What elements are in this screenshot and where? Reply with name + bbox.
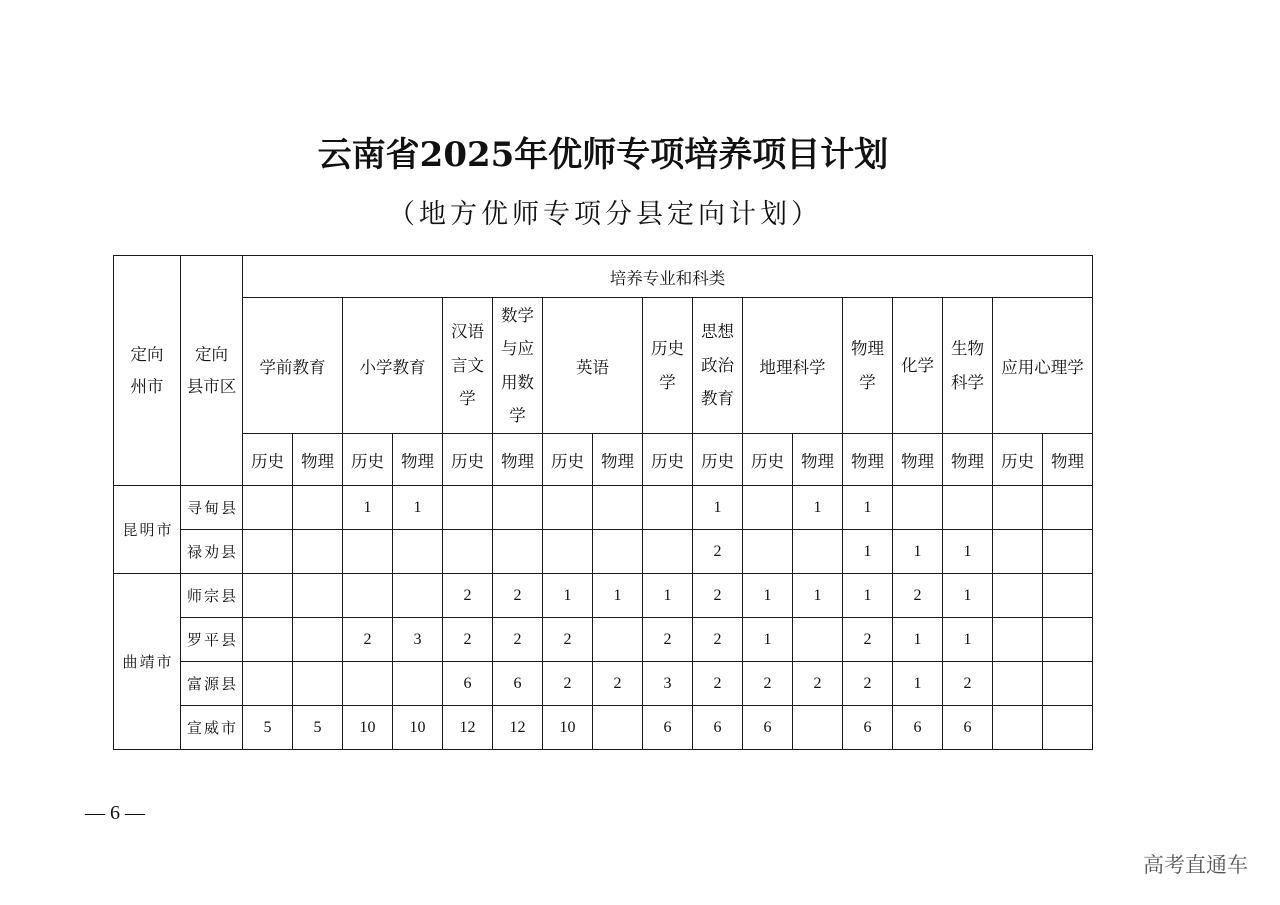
plan-table	[113, 255, 1093, 750]
track-header: 物理	[593, 434, 643, 486]
header-row-tracks	[114, 434, 1093, 486]
quota-cell: 1	[793, 486, 843, 530]
table-row	[114, 486, 1093, 530]
quota-cell: 12	[493, 706, 543, 750]
quota-cell	[743, 486, 793, 530]
table-row	[114, 574, 1093, 618]
quota-cell	[793, 706, 843, 750]
page-title: 云南省2025年优师专项培养项目计划	[317, 135, 889, 175]
track-header: 物理	[943, 434, 993, 486]
quota-cell	[1043, 618, 1093, 662]
major-header	[343, 298, 443, 434]
quota-cell	[343, 574, 393, 618]
major-header	[893, 298, 943, 434]
major-name: 英语	[576, 357, 609, 377]
quota-cell	[393, 530, 443, 574]
table-row	[114, 618, 1093, 662]
quota-cell: 5	[293, 706, 343, 750]
quota-cell: 1	[693, 486, 743, 530]
quota-cell	[393, 574, 443, 618]
header-line: 定向	[130, 344, 164, 364]
county-cell: 宣威市	[181, 706, 243, 750]
plan-table-head	[114, 256, 1093, 486]
header-prefecture	[114, 256, 181, 486]
page-subtitle: （地方优师专项分县定向计划）	[388, 199, 822, 230]
major-name: 应用心理学	[1001, 357, 1084, 377]
track-header: 历史	[693, 434, 743, 486]
quota-cell: 2	[693, 618, 743, 662]
major-header	[543, 298, 643, 434]
county-cell: 罗平县	[181, 618, 243, 662]
major-name: 生物科学	[950, 339, 984, 392]
major-header	[243, 298, 343, 434]
track-header: 历史	[993, 434, 1043, 486]
quota-cell: 2	[343, 618, 393, 662]
quota-cell	[593, 618, 643, 662]
quota-cell: 2	[693, 530, 743, 574]
quota-cell: 2	[893, 574, 943, 618]
quota-cell	[943, 486, 993, 530]
quota-cell: 1	[843, 530, 893, 574]
quota-cell: 2	[493, 618, 543, 662]
page-number: — 6 —	[85, 802, 145, 824]
quota-cell: 6	[643, 706, 693, 750]
major-header	[493, 298, 543, 434]
quota-cell	[993, 574, 1043, 618]
major-name: 小学教育	[359, 357, 426, 377]
prefecture-cell: 昆明市	[114, 486, 181, 574]
quota-cell	[493, 486, 543, 530]
quota-cell	[293, 618, 343, 662]
quota-cell	[543, 530, 593, 574]
major-name: 汉语言文学	[450, 322, 484, 409]
quota-cell	[1043, 530, 1093, 574]
county-cell: 寻甸县	[181, 486, 243, 530]
quota-cell	[1043, 486, 1093, 530]
quota-cell	[993, 706, 1043, 750]
quota-cell	[993, 486, 1043, 530]
quota-cell	[793, 530, 843, 574]
quota-cell	[743, 530, 793, 574]
quota-cell: 2	[443, 618, 493, 662]
quota-cell: 2	[843, 662, 893, 706]
quota-cell: 2	[943, 662, 993, 706]
quota-cell	[243, 618, 293, 662]
prefecture-cell: 曲靖市	[114, 574, 181, 750]
track-header: 物理	[393, 434, 443, 486]
quota-cell	[243, 486, 293, 530]
quota-cell	[643, 530, 693, 574]
county-cell: 富源县	[181, 662, 243, 706]
quota-cell: 1	[393, 486, 443, 530]
quota-cell	[993, 662, 1043, 706]
track-header: 历史	[543, 434, 593, 486]
major-name: 学前教育	[259, 357, 326, 377]
quota-cell	[593, 486, 643, 530]
quota-cell: 1	[943, 618, 993, 662]
quota-cell: 2	[793, 662, 843, 706]
quota-cell	[293, 530, 343, 574]
quota-cell: 1	[593, 574, 643, 618]
major-header	[843, 298, 893, 434]
quota-cell: 10	[543, 706, 593, 750]
track-header: 物理	[893, 434, 943, 486]
quota-cell: 6	[493, 662, 543, 706]
quota-cell: 6	[693, 706, 743, 750]
quota-cell	[243, 574, 293, 618]
quota-cell	[293, 662, 343, 706]
quota-cell: 1	[943, 530, 993, 574]
quota-cell: 1	[843, 574, 893, 618]
table-row	[114, 706, 1093, 750]
quota-cell: 2	[443, 574, 493, 618]
quota-cell	[893, 486, 943, 530]
quota-cell: 2	[743, 662, 793, 706]
quota-cell: 12	[443, 706, 493, 750]
quota-cell: 1	[893, 618, 943, 662]
quota-cell: 1	[843, 486, 893, 530]
quota-cell: 10	[393, 706, 443, 750]
quota-cell	[443, 486, 493, 530]
quota-cell	[643, 486, 693, 530]
track-header: 物理	[1043, 434, 1093, 486]
major-header	[993, 298, 1093, 434]
header-row-group	[114, 256, 1093, 298]
table-row	[114, 662, 1093, 706]
track-header: 历史	[743, 434, 793, 486]
quota-cell	[593, 530, 643, 574]
quota-cell	[1043, 662, 1093, 706]
major-header	[443, 298, 493, 434]
quota-cell: 1	[343, 486, 393, 530]
quota-cell: 3	[643, 662, 693, 706]
quota-cell: 1	[743, 574, 793, 618]
track-header: 物理	[493, 434, 543, 486]
county-cell: 师宗县	[181, 574, 243, 618]
major-name: 历史学	[650, 339, 684, 392]
quota-cell	[293, 574, 343, 618]
quota-cell: 6	[893, 706, 943, 750]
quota-cell	[443, 530, 493, 574]
quota-cell: 6	[843, 706, 893, 750]
quota-cell: 6	[943, 706, 993, 750]
quota-cell: 1	[793, 574, 843, 618]
quota-cell	[243, 662, 293, 706]
major-header	[743, 298, 843, 434]
table-row	[114, 530, 1093, 574]
header-majors-group: 培养专业和科类	[243, 256, 1093, 298]
quota-cell: 2	[493, 574, 543, 618]
quota-cell: 2	[643, 618, 693, 662]
quota-cell: 2	[693, 574, 743, 618]
quota-cell: 1	[643, 574, 693, 618]
quota-cell: 1	[543, 574, 593, 618]
quota-cell	[493, 530, 543, 574]
quota-cell: 2	[843, 618, 893, 662]
header-county	[181, 256, 243, 486]
quota-cell	[293, 486, 343, 530]
quota-cell	[1043, 574, 1093, 618]
quota-cell	[393, 662, 443, 706]
quota-cell: 1	[743, 618, 793, 662]
quota-cell: 1	[893, 530, 943, 574]
header-line: 定向	[195, 344, 228, 364]
quota-cell	[543, 486, 593, 530]
major-header	[693, 298, 743, 434]
header-line: 县市区	[186, 376, 237, 396]
quota-cell: 6	[443, 662, 493, 706]
major-name: 物理学	[850, 339, 884, 392]
major-name: 思想政治教育	[700, 322, 734, 409]
header-line: 州市	[130, 376, 164, 396]
quota-cell: 1	[893, 662, 943, 706]
quota-cell: 5	[243, 706, 293, 750]
track-header: 历史	[443, 434, 493, 486]
major-name: 数学与应用数学	[500, 305, 534, 425]
major-header	[943, 298, 993, 434]
quota-cell: 6	[743, 706, 793, 750]
quota-cell	[993, 618, 1043, 662]
quota-cell	[993, 530, 1043, 574]
quota-cell: 2	[543, 618, 593, 662]
quota-cell: 3	[393, 618, 443, 662]
quota-cell	[793, 618, 843, 662]
quota-cell	[243, 530, 293, 574]
quota-cell: 1	[943, 574, 993, 618]
track-header: 历史	[243, 434, 293, 486]
major-name: 地理科学	[759, 357, 826, 377]
quota-cell	[593, 706, 643, 750]
quota-cell: 10	[343, 706, 393, 750]
track-header: 历史	[343, 434, 393, 486]
track-header: 物理	[843, 434, 893, 486]
county-cell: 禄劝县	[181, 530, 243, 574]
header-row-majors	[114, 298, 1093, 434]
plan-table-body	[114, 486, 1093, 750]
track-header: 物理	[293, 434, 343, 486]
quota-cell: 2	[693, 662, 743, 706]
major-name: 化学	[900, 355, 934, 375]
track-header: 历史	[643, 434, 693, 486]
quota-cell: 2	[543, 662, 593, 706]
quota-cell	[343, 530, 393, 574]
quota-cell	[1043, 706, 1093, 750]
quota-cell: 2	[593, 662, 643, 706]
major-header	[643, 298, 693, 434]
quota-cell	[343, 662, 393, 706]
watermark: 高考直通车	[1143, 853, 1248, 877]
track-header: 物理	[793, 434, 843, 486]
